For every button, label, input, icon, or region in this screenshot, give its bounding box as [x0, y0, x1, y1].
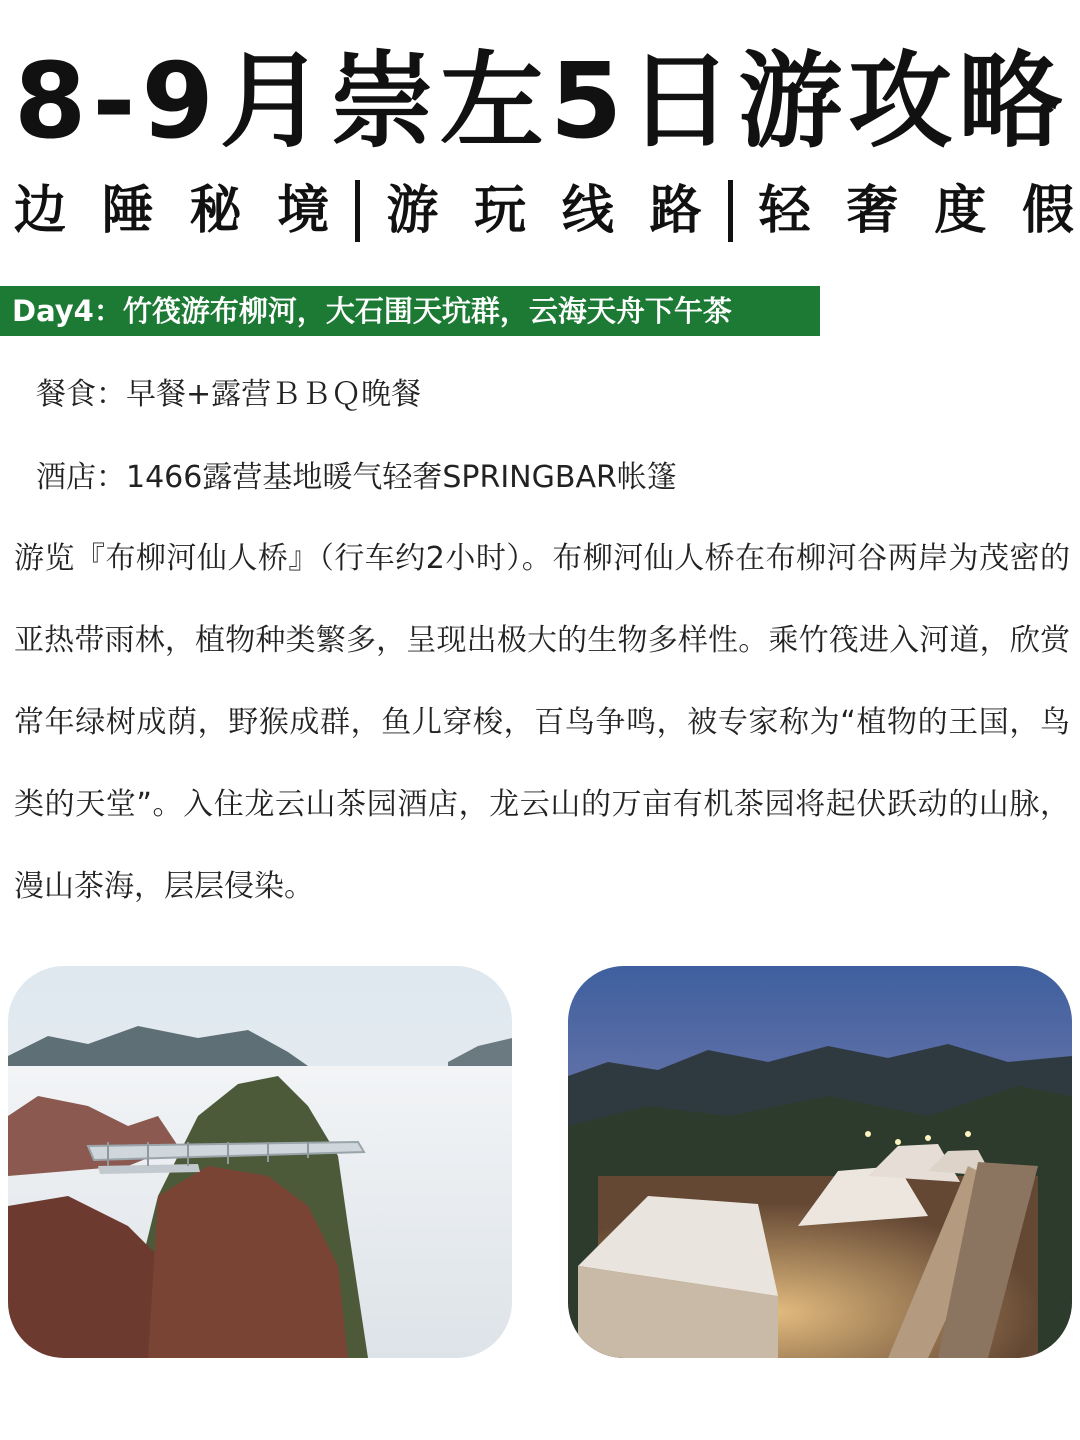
subtitle-char: 线 — [561, 181, 614, 241]
subtitle — [14, 176, 1074, 246]
subtitle-segment-3 — [759, 176, 1074, 246]
day-banner: Day4：竹筏游布柳河，大石围天坑群，云海天舟下午茶 — [0, 286, 820, 336]
subtitle-char: 轻 — [758, 181, 811, 241]
cloud-sea-skywalk-photo — [8, 966, 512, 1358]
subtitle-divider — [355, 180, 360, 242]
glamping-tents-photo — [568, 966, 1072, 1358]
subtitle-char: 玩 — [474, 181, 527, 241]
subtitle-char: 度 — [934, 181, 987, 241]
subtitle-char: 游 — [386, 181, 439, 241]
subtitle-char: 境 — [277, 181, 330, 241]
subtitle-char: 秘 — [189, 181, 242, 241]
subtitle-char: 奢 — [846, 181, 899, 241]
subtitle-divider — [728, 180, 733, 242]
subtitle-char: 边 — [14, 181, 67, 241]
day-description: 游览『布柳河仙人桥』（行车约2小时）。布柳河仙人桥在布柳河谷两岸为茂密的亚热带雨林，植物种类繁多，呈现出极大的生物多样性。乘竹筏进入河道，欣赏常年绿树成荫，野猴成群，鱼儿穿梭，百鸟争鸣，被专家称为“植物的王国，鸟类的天堂”。入住龙云山茶园酒店，龙云山的万亩有机茶园将起伏跃动的山脉，漫山茶海，层层侵染。 — [14, 541, 1070, 904]
page-title: 8-9月崇左5日游攻略 — [14, 40, 1069, 162]
subtitle-char: 假 — [1021, 181, 1074, 241]
subtitle-char: 陲 — [101, 181, 154, 241]
subtitle-segment-1 — [14, 176, 329, 246]
meal-info: 餐食：早餐+露营ＢＢＱ晚餐 — [36, 377, 422, 412]
subtitle-char: 路 — [649, 181, 702, 241]
subtitle-segment-2 — [386, 176, 701, 246]
hotel-info: 酒店：1466露营基地暖气轻奢SPRINGBAR帐篷 — [36, 460, 677, 495]
